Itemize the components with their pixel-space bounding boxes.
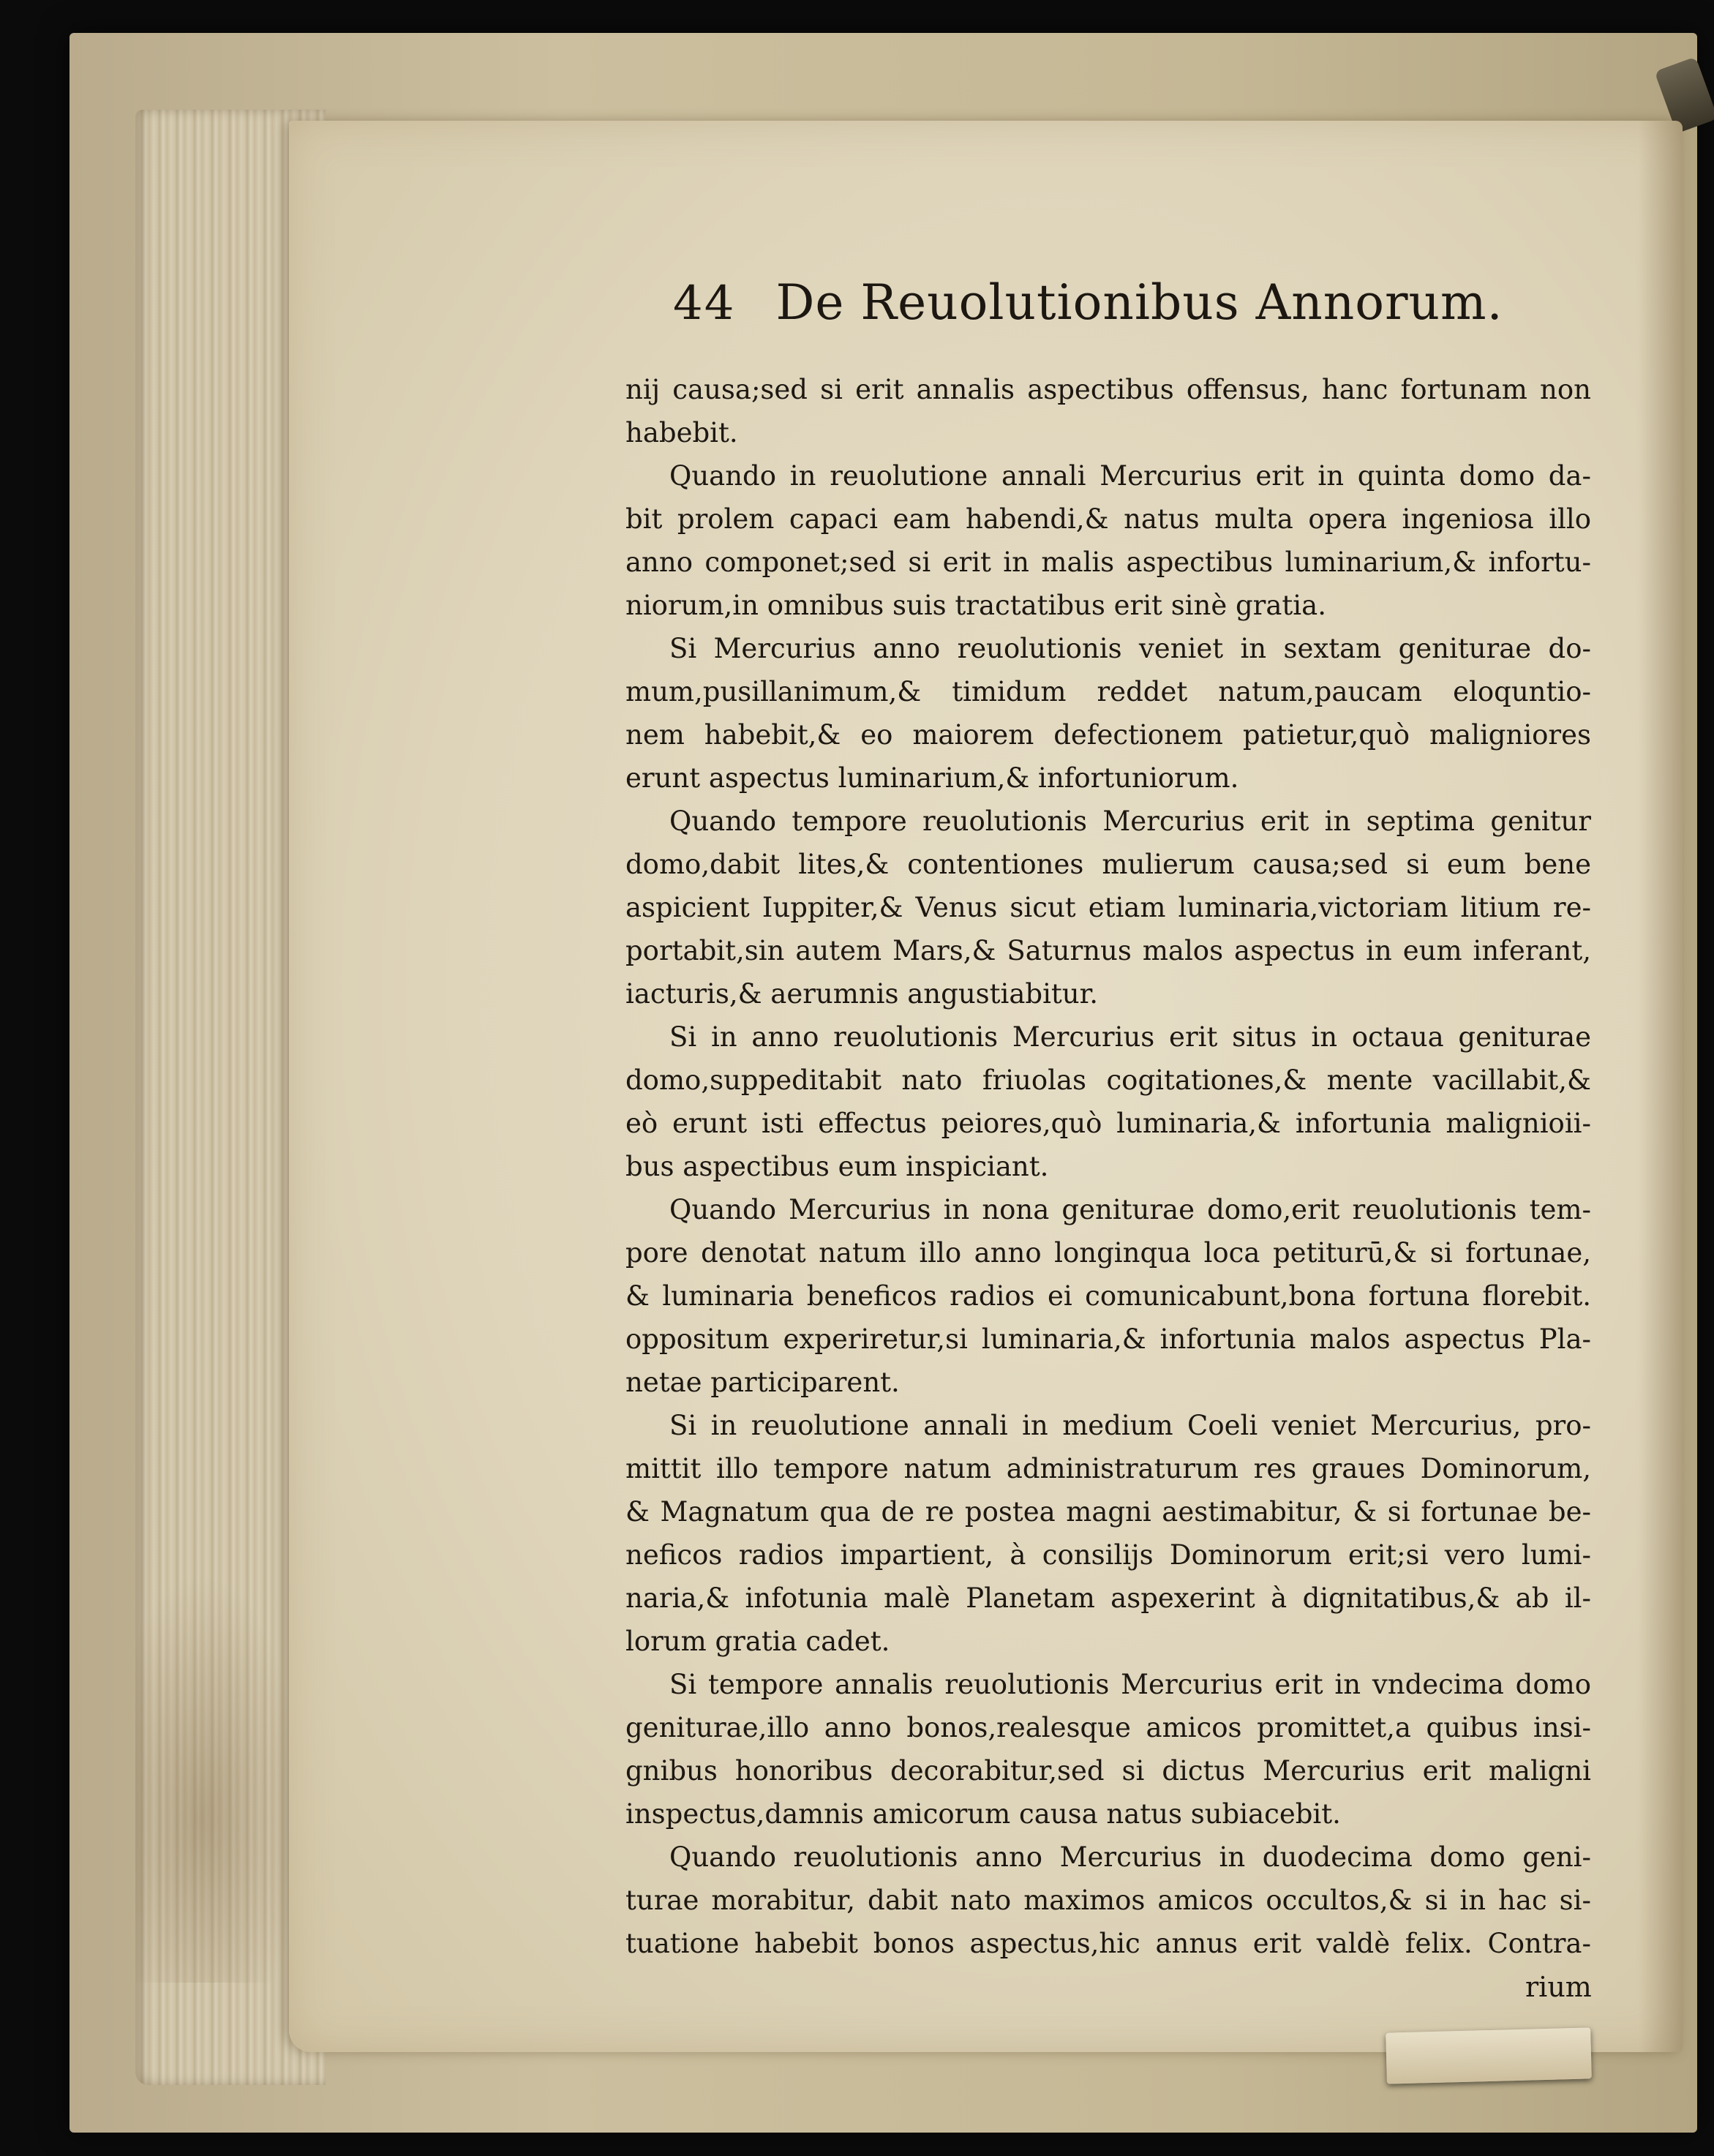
text-line: mittit illo tempore natum administraturum res graues Dominorum, bbox=[625, 1453, 1591, 1484]
text-line: bit prolem capaci eam habendi,& natus multa opera ingeniosa illo bbox=[625, 503, 1591, 535]
text-line: Quando Mercurius in nona geniturae domo,erit reuolutionis tem- bbox=[669, 1194, 1591, 1225]
text-line: naria,& infotunia malè Planetam aspexerint à dignitatibus,& ab il- bbox=[625, 1582, 1591, 1614]
catchword: rium bbox=[1525, 1971, 1592, 2003]
page-header bbox=[673, 274, 1609, 355]
text-line: Si in anno reuolutionis Mercurius erit situs in octaua geniturae bbox=[669, 1021, 1591, 1053]
text-line: turae morabitur, dabit nato maximos amicos occultos,& si in hac si- bbox=[625, 1885, 1591, 1916]
text-line: gnibus honoribus decorabitur,sed si dictus Mercurius erit maligni bbox=[625, 1755, 1591, 1787]
text-line: niorum,in omnibus suis tractatibus erit sinè gratia. bbox=[625, 590, 1326, 621]
body-text bbox=[625, 368, 1591, 1965]
page-content bbox=[322, 274, 1609, 2005]
text-line: aspicient Iuppiter,& Venus sicut etiam luminaria,victoriam litium re- bbox=[625, 892, 1591, 923]
page-number: 44 bbox=[673, 277, 736, 331]
text-line: eò erunt isti effectus peiores,quò luminaria,& infortunia malignioii- bbox=[625, 1108, 1591, 1139]
text-line: Si tempore annalis reuolutionis Mercurius erit in vndecima domo bbox=[669, 1669, 1591, 1700]
text-line: iacturis,& aerumnis angustiabitur. bbox=[625, 978, 1099, 1010]
text-line: bus aspectibus eum inspiciant. bbox=[625, 1151, 1049, 1182]
text-line: anno componet;sed si erit in malis aspectibus luminarium,& infortu- bbox=[625, 546, 1591, 578]
text-line: neficos radios impartient, à consilijs Dominorum erit;si vero lumi- bbox=[625, 1539, 1591, 1571]
text-line: Quando in reuolutione annali Mercurius erit in quinta domo da- bbox=[669, 460, 1591, 492]
text-line: Si in reuolutione annali in medium Coeli veniet Mercurius, pro- bbox=[669, 1410, 1591, 1441]
text-line: Si Mercurius anno reuolutionis veniet in sextam geniturae do- bbox=[669, 633, 1591, 664]
text-line: lorum gratia cadet. bbox=[625, 1626, 890, 1657]
text-line: portabit,sin autem Mars,& Saturnus malos aspectus in eum inferant, bbox=[625, 935, 1591, 966]
text-line: tuatione habebit bonos aspectus,hic annus erit valdè felix. Contra- bbox=[625, 1928, 1591, 1959]
text-line: Quando tempore reuolutionis Mercurius erit in septima genitur bbox=[669, 805, 1591, 837]
text-line: & luminaria beneficos radios ei comunicabunt,bona fortuna florebit. bbox=[625, 1280, 1591, 1312]
text-line: inspectus,damnis amicorum causa natus subiacebit. bbox=[625, 1798, 1341, 1830]
text-line: nem habebit,& eo maiorem defectionem patietur,quò maligniores bbox=[625, 719, 1591, 751]
text-line: geniturae,illo anno bonos,realesque amicos promittet,a quibus insi- bbox=[625, 1712, 1591, 1743]
running-title: De Reuolutionibus Annorum. bbox=[775, 274, 1503, 331]
page-edge-stain bbox=[135, 1573, 304, 1983]
text-line: domo,dabit lites,& contentiones mulierum causa;sed si eum bene bbox=[625, 849, 1591, 880]
text-line: & Magnatum qua de re postea magni aestimabitur, & si fortunae be- bbox=[625, 1496, 1591, 1528]
bookmark-slip bbox=[1386, 2027, 1592, 2084]
text-line: Quando reuolutionis anno Mercurius in duodecima domo geni- bbox=[669, 1841, 1591, 1873]
text-line: netae participarent. bbox=[625, 1367, 900, 1398]
text-line: nij causa;sed si erit annalis aspectibus offensus, hanc fortunam non bbox=[625, 374, 1591, 405]
text-line: mum,pusillanimum,& timidum reddet natum,paucam eloquntio- bbox=[625, 676, 1591, 707]
text-line: domo,suppeditabit nato friuolas cogitationes,& mente vacillabit,& bbox=[625, 1064, 1591, 1096]
text-line: habebit. bbox=[625, 417, 738, 448]
page-gutter bbox=[1639, 121, 1683, 2052]
text-line: erunt aspectus luminarium,& infortuniorum. bbox=[625, 762, 1239, 794]
text-line: oppositum experiretur,si luminaria,& infortunia malos aspectus Pla- bbox=[625, 1323, 1591, 1355]
text-line: pore denotat natum illo anno longinqua loca petiturū,& si fortunae, bbox=[625, 1237, 1591, 1269]
